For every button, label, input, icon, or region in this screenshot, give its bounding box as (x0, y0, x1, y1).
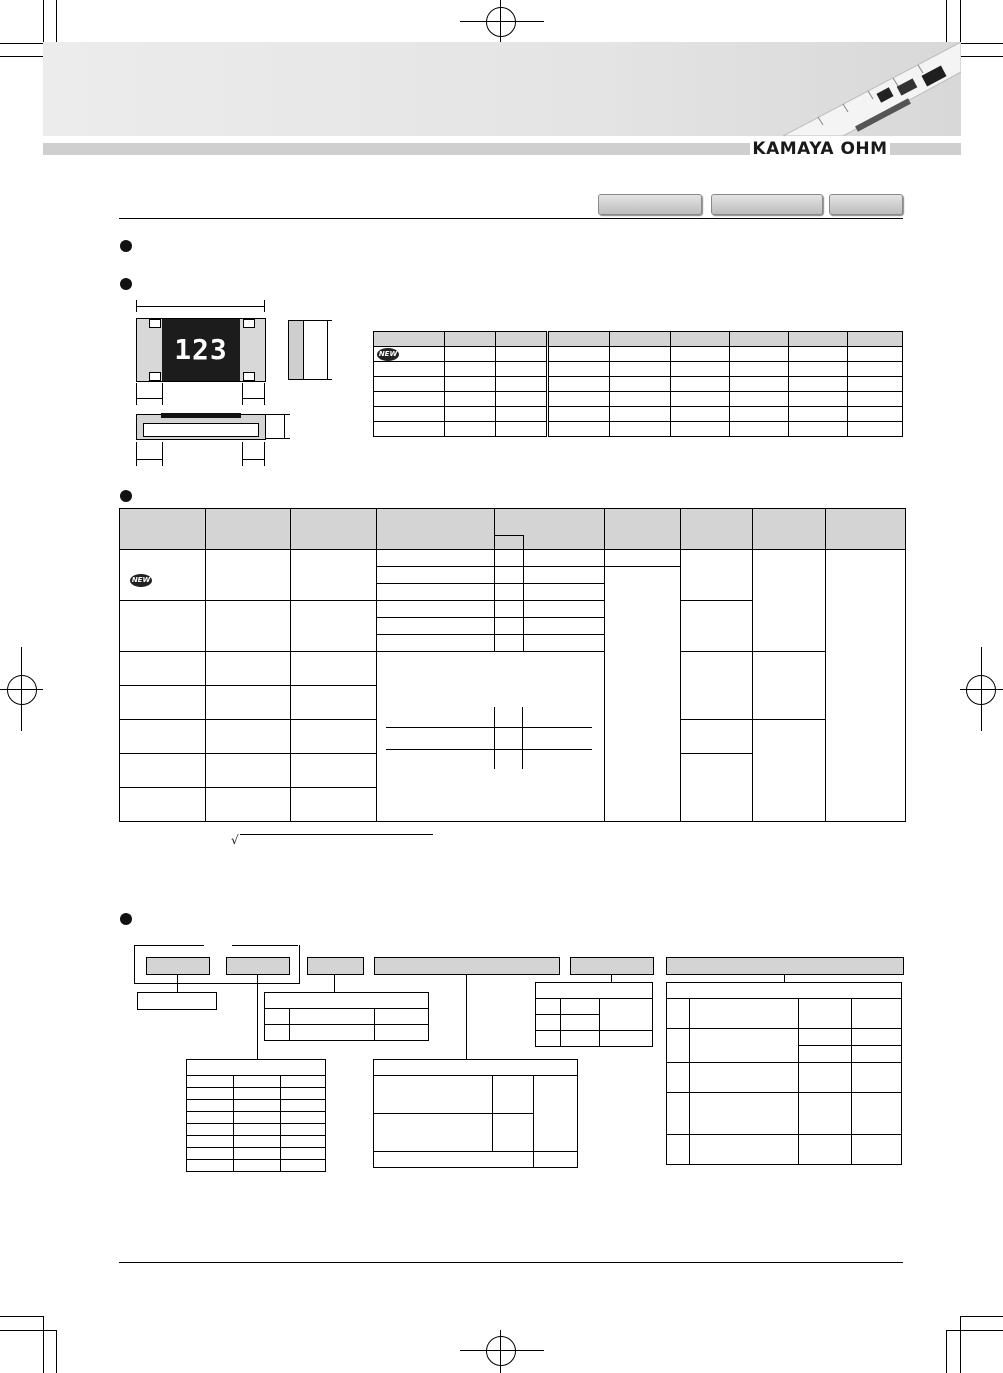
packaging-code-table (666, 982, 902, 1165)
section-bullet-features (120, 240, 132, 252)
section-rule (119, 218, 903, 219)
ratings-table (119, 508, 906, 822)
terminal-pad (149, 372, 161, 381)
tab-2[interactable] (711, 194, 823, 215)
dimension-tick (242, 442, 243, 466)
dimension-line (242, 398, 264, 399)
footer-rule (119, 1262, 903, 1263)
crop-mark (460, 21, 544, 22)
terminal-pad (243, 372, 255, 381)
code-box-type (307, 957, 364, 975)
ruler-components-image (43, 42, 961, 136)
bracket-line (232, 945, 298, 946)
crop-mark (500, 1330, 501, 1373)
dimension-line (242, 459, 264, 460)
crop-mark (960, 1316, 961, 1373)
brand-logo: KAMAYA OHM (750, 138, 890, 160)
crop-mark (0, 1330, 57, 1331)
section-bullet-ratings (120, 490, 132, 502)
dimension-tick (242, 383, 243, 405)
crop-mark (21, 647, 22, 731)
resistance-code-table (373, 1059, 578, 1168)
registration-mark (486, 7, 516, 37)
crop-mark (946, 1330, 947, 1373)
dimension-line (136, 398, 162, 399)
dimension-line (327, 320, 328, 380)
crop-mark (43, 1316, 44, 1373)
code-box-packaging (666, 957, 904, 975)
bracket-line (134, 945, 204, 946)
code-box-size (226, 957, 290, 975)
section-bullet-part-numbering (120, 913, 132, 925)
crop-mark (56, 0, 57, 43)
sqrt-symbol-icon: √ (231, 833, 239, 847)
chip-side-view (288, 320, 312, 380)
crop-mark (0, 56, 43, 57)
registration-mark (486, 1336, 516, 1366)
crop-mark (460, 1350, 544, 1351)
header-banner (43, 42, 961, 136)
resistor-marking: 123 (162, 319, 240, 381)
crop-mark (960, 56, 1003, 57)
formula-overline (240, 834, 433, 835)
dimension-tick (264, 383, 265, 405)
crop-mark (960, 1316, 1003, 1317)
dimension-tick (162, 383, 163, 405)
crop-mark (56, 1330, 57, 1373)
crop-mark (946, 0, 947, 43)
tolerance-code-table (535, 982, 653, 1047)
tab-1[interactable] (598, 194, 702, 215)
crop-mark (0, 1316, 43, 1317)
series-label-box (137, 992, 217, 1010)
type-code-table (264, 992, 429, 1041)
section-bullet-dimensions (120, 278, 132, 290)
dimension-tick (162, 442, 163, 466)
size-code-table (186, 1059, 326, 1172)
dimension-tick (136, 300, 137, 312)
dimension-tick (264, 300, 265, 312)
chip-cross-section (136, 414, 266, 440)
terminal-pad (149, 319, 161, 328)
connector-line (177, 975, 178, 993)
dimension-line (136, 459, 162, 460)
dimension-tick (266, 414, 290, 415)
connector-line (466, 975, 467, 1059)
code-box-resistance (374, 957, 560, 975)
dimension-tick (266, 438, 290, 439)
new-badge: NEW (377, 348, 399, 361)
chip-top-view (136, 318, 266, 382)
registration-mark (7, 675, 37, 705)
dimension-tick (264, 442, 265, 466)
code-box-series (146, 957, 210, 975)
crop-mark (500, 0, 501, 43)
crop-mark (981, 647, 982, 731)
connector-line (334, 975, 335, 993)
dimension-tick (136, 383, 137, 405)
dimensions-table (373, 331, 903, 437)
dimension-tick (136, 442, 137, 466)
connector-line (257, 975, 258, 1059)
code-box-tolerance (570, 957, 654, 975)
dimension-line (284, 414, 285, 438)
dimension-tick (312, 320, 332, 321)
terminal-pad (243, 319, 255, 328)
new-badge-ratings: NEW (130, 567, 152, 587)
dimension-tick (312, 379, 332, 380)
tab-3[interactable] (829, 194, 903, 215)
crop-mark (946, 1330, 1003, 1331)
dimension-line (136, 306, 264, 307)
